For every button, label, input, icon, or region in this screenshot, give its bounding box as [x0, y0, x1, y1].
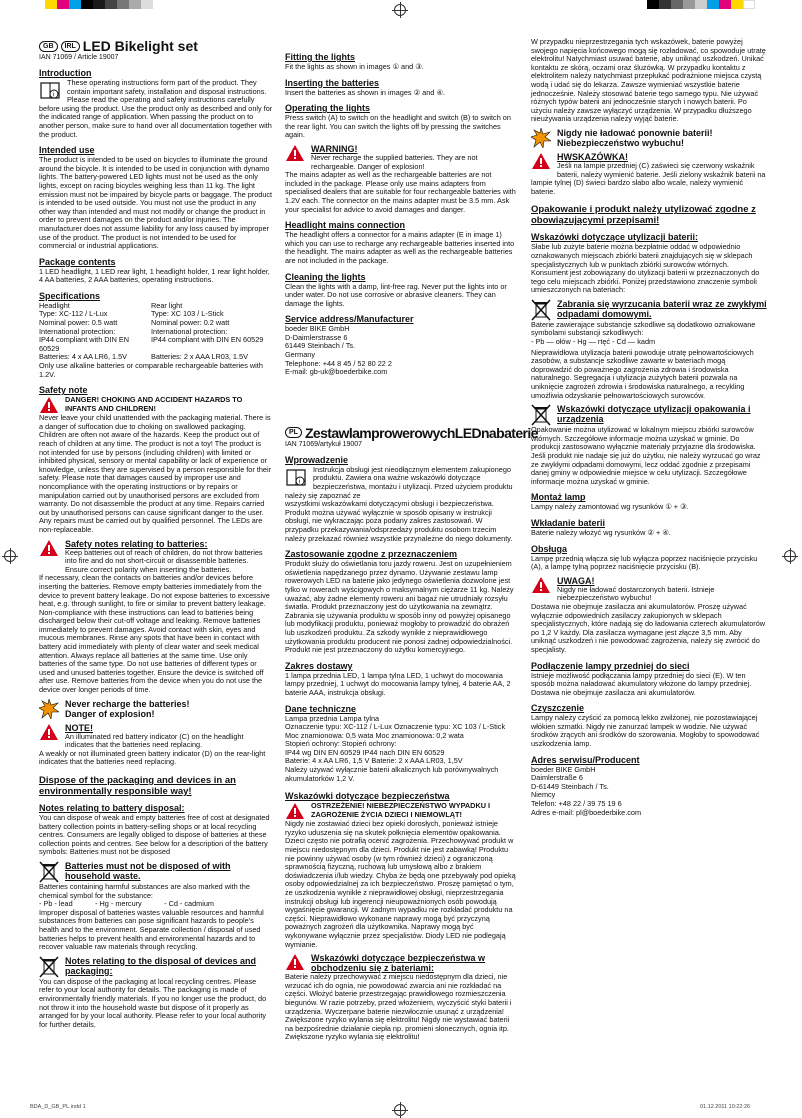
badge-pl: PL — [285, 427, 302, 438]
spec-cell: IP44 compliant with DIN EN 60529 — [39, 335, 130, 353]
column-english-1 — [39, 38, 273, 1029]
en-warning-heading: WARNING! — [311, 143, 358, 154]
pl-intro-heading: Wprowadzenie — [285, 454, 349, 465]
registration-mark-left — [4, 550, 16, 562]
tech-row: Należy używać wyłącznie baterii alkalicznych lub porównywalnych akumulatorków 1,2 V. — [285, 765, 499, 783]
en-operating-text: Press switch (A) to switch on the headlight and switch (B) to switch on the rear light. You can switch the lights off by pressing the switches again. — [285, 113, 511, 140]
spec-cell: International protection: — [151, 326, 228, 336]
pl-intro-lead: Instrukcja obsługi jest nieodłącznym elementem zakupionego produktu. Zawiera ona ważne wskazówki dotyczące bezpieczeństwa, montażu i utylizacji. Przed użyciem produktu należy się zapoznać ze — [285, 464, 513, 500]
tech-row: Baterie: 4 x AA LR6, 1,5 V Baterie: 2 x AAA LR03, 1,5V — [285, 756, 463, 766]
address-line: boeder BIKE GmbH — [531, 764, 596, 774]
warning-triangle-icon — [285, 144, 305, 162]
address-line: Telephone: +44 8 45 / 52 80 22 2 — [285, 358, 392, 368]
warning-triangle-icon — [285, 802, 305, 820]
spec-cell: Batteries: 2 x AAA LR03, 1.5V — [151, 352, 248, 362]
en-title-row — [39, 38, 273, 54]
pl-tech-heading: Dane techniczne — [285, 703, 357, 714]
pl-kit-text: 1 lampa przednia LED, 1 lampa tylna LED, 1 uchwyt do mocowania lampy przedniej, 1 uchwyt do mocowania lampy tylnej, 4 baterie AA, 2 baterie AAA, instrukcja obsługi. — [285, 670, 511, 697]
book-info-icon — [39, 80, 61, 102]
en-spec-table — [39, 302, 273, 362]
pl-never-recharge: Nigdy nie ładować ponownie baterii! — [557, 127, 713, 138]
en-cleaning-text: Clean the lights with a damp, lint-free rag. Never put the lights into or under water. Do not use corrosive or abrasive cleaners. They can damage the lights. — [285, 281, 507, 308]
pl-hint-lead: Jeśli na lampie przedniej (C) zaświeci się czerwony wskaźnik baterii, należy wymienić baterie. Jeśli zielony wskaźnik baterii na — [557, 160, 766, 179]
chem-item: - Cd - cadmium — [164, 899, 214, 909]
en-package-heading: Package contents — [39, 256, 116, 267]
color-bar-left — [45, 0, 153, 9]
en-intended-heading: Intended use — [39, 145, 95, 156]
address-line: 61449 Steinbach / Ts. — [285, 341, 356, 351]
address-line: Telefon: +48 22 / 39 75 19 6 — [531, 799, 622, 809]
en-warning-lead: Never recharge the supplied batteries. They are not rechargeable. Danger of explosion! — [311, 152, 478, 171]
pl-insert-heading: Wkładanie baterii — [531, 517, 606, 528]
pl-safety-text: Nigdy nie zostawiać dzieci bez opieki dorosłych, ponieważ istnieje ryzyko uduszenia się na skutek połknięcia elementów opakowania. Dzieci często nie potrafią ocenić zagrożenia. Przechowywać produkt w miejscu niedostępnym dla dzieci. Produkt nie jest zabawką! Produktu nie powinny używać osoby (w tym również dzieci) z ograniczoną sprawnością fizyczną, ruchową lub umysłową albo z brakiem doświadczenia i/lub wiedzy. Chyba że będą one przebywały pod opieką osoby odpowiedzialnej za ich bezpieczeństwo. Proszę pamiętać o tym, że uszkodzenia wynikłe z nieprawidłowej obsługi, nieprzestrzegania instrukcji obsługi lub ingerencji nieupoważnionych osób powodują wygaśnięcie gwarancji. W żadnym wypadku nie rozkładać produktu na części. Nieprawidłowo wykonane naprawy mogą być przyczyną poważnych zagrożeń dla użytkownika. Naprawy mogą być wykonywane wyłącznie przez specjalistów. Diody LED nie podlegają wymianie. — [285, 819, 516, 949]
address-line: E-mail: gb-uk@boederbike.com — [285, 367, 388, 377]
spec-cell: Nominal power: 0.5 watt — [39, 318, 118, 328]
column-polish — [531, 38, 767, 817]
pl-improper-text: Nieprawidłowa utylizacja baterii powoduje utratę pełnowartościowych zasobów, a substancje szkodliwe zawarte w bateriach mogą doprowadzić do poważnego zagrożenia zdrowia i środowiska naturalnego. Segregacja i utylizacja zużytych baterii pozwala na uniknięcie zagrożeń zdrowia i środowiska naturalnego, a recykling umożliwia odzyskanie pełnowartościowych surowców. — [531, 347, 754, 400]
pl-harmful-text: Baterie zawierające substancje szkodliwe są dodatkowo oznakowane symbolami substancji szkodliwych: — [531, 319, 756, 338]
badge-gb: GB — [39, 41, 58, 52]
en-warning-text: The mains adapter as well as the rechargeable batteries are not included in the package. Please only use mains adapters from specialised dealers that are suitable for four rechargeable batteries with 1.2V each. The connector on the mains adapter must be 3.5 mm. Ask your specialist for advice to avoid damages and danger. — [285, 170, 516, 214]
en-spec-heading: Specifications — [39, 290, 101, 301]
book-info-icon — [285, 467, 307, 489]
pl-battery-disposal-heading: Wskazówki dotyczące utylizacji baterii: — [531, 232, 699, 243]
address-line: Germany — [285, 350, 316, 360]
en-service-address — [285, 325, 517, 377]
tech-row: Stopień ochrony: Stopień ochrony: — [285, 739, 397, 749]
pl-safety-heading: Wskazówki dotyczące bezpieczeństwa — [285, 791, 450, 802]
tech-row: Oznaczenie typu: XC-112 / L-Lux Oznaczenie typu: XC 103 / L-Stick — [285, 722, 506, 732]
address-line: Niemcy — [531, 790, 556, 800]
en-note-heading: NOTE! — [65, 722, 93, 733]
explosion-icon — [39, 699, 59, 719]
pl-danger-explosion: Niebezpieczeństwo wybuchu! — [557, 137, 685, 148]
pl-hint-heading: HWSKAZÓWKA! — [557, 151, 628, 162]
en-cleaning-heading: Cleaning the lights — [285, 271, 366, 282]
warning-triangle-icon — [39, 723, 59, 741]
spec-cell: Batteries: 4 x AA LR6, 1.5V — [39, 352, 128, 362]
en-battery-disposal-text: You can dispose of weak and empty batteries free of cost at designated battery collection points in battery-selling shops or at local recycling centres. Consumers are legally obliged to dispose of batteries at these collection points and centres. See below for a description of the battery symbols: Batteries must not be disposed — [39, 813, 270, 857]
en-title: LED Bikelight set — [82, 38, 198, 54]
color-bar-right — [647, 0, 755, 9]
pl-mount-text: Lampy należy zamontować wg rysunków ① + ③. — [531, 502, 689, 512]
pl-device-disposal-heading: Wskazówki dotyczące utylizacji opakowania i urządzenia — [557, 404, 751, 425]
pl-battery-safety-text: Baterie należy przechowywać z miejscu niedostępnym dla dzieci, nie wrzucać ich do ognia, nie powodować zwarcia ani nie rozkładać na części. Włożyć baterie przestrzegając prawidłowego rozmieszczenia biegunów. W razie potrzeby, przed włożeniem, wyczyścić styki baterii i urządzenia. Wyczerpane baterie niezwłocznie usunąć z urządzenia! Zwiększone ryzyko wylania się elektrolitu! Nigdy nie wystawiać baterii na bezpośrednie działanie ciepła np. promieni słonecznych, ognia itp. Zwiększone ryzyko wylania się elektrolitu! — [285, 972, 512, 1042]
chem-item: - Pb - lead — [39, 899, 73, 909]
pl-operating-text: Lampę przednią włącza się lub wyłącza poprzez naciśnięcie przycisku (A), a lampę tylną poprzez naciśnięcie przycisku (B). — [531, 553, 758, 572]
tech-row: IP44 wg DIN EN 60529 IP44 nach DIN EN 60529 — [285, 747, 445, 757]
registration-mark-bottom — [394, 1104, 406, 1116]
en-never-recharge: Never recharge the batteries! — [65, 698, 190, 709]
pl-title: ZestawlamprowerowychLEDnabaterie — [304, 424, 538, 441]
en-battery-safety-heading: Safety notes relating to batteries: — [65, 538, 208, 549]
pl-tech-table — [285, 715, 517, 784]
registration-mark-top — [394, 4, 406, 16]
warning-triangle-icon — [39, 539, 59, 557]
en-safety-heading: Safety note — [39, 385, 88, 396]
pl-device-disposal-text: Opakowanie można utylizować w lokalnym miejscu zbiórki surowców wtórnych. Szczegółowe informacje można uzyskać w gminie. Do produkcji zastosowano wyłącznie materiały przyjazne dla środowiska. Jeśli produkt nie nadaje się już do użytku, nie należy wyrzucać go wraz ze zwykłymi odpadami domowymi, lecz oddać zgodnie z przepisami danej gminy w odpowiednie miejsce w celu utylizacji. Szczegółowe informacje można uzyskać w gminie. — [531, 425, 761, 486]
pl-caution-heading: UWAGA! — [557, 575, 595, 586]
en-intro-text: These operating instructions form part of the product. They contain important safety, installation and disposal instructions. Please read the operating and safety instructions carefully before using the product. Use the product only as described and only for the indicated range of application. When passing the product on to another person, make sure to hand over all documentation together with the product. — [39, 78, 273, 139]
pl-service-address — [531, 766, 767, 818]
pl-cleaning-heading: Czyszczenie — [531, 703, 585, 714]
warning-triangle-icon — [39, 396, 59, 414]
tech-row: Lampa przednia Lampa tylna — [285, 713, 380, 723]
pl-insert-text: Baterie należy włożyć wg rysunków ② + ④. — [531, 527, 671, 537]
explosion-icon — [531, 128, 551, 148]
warning-triangle-icon — [531, 152, 551, 170]
tech-row: Moc znamionowa: 0,5 wata Moc znamionowa: 0,2 wata — [285, 730, 464, 740]
en-device-disposal-heading: Notes relating to the disposal of devices and packaging: — [65, 955, 257, 976]
address-line: D-61449 Steinbach / Ts. — [531, 781, 609, 791]
spec-cell: Type: XC 103 / L-Stick — [151, 309, 224, 319]
pl-service-heading: Adres serwisu/Producent — [531, 754, 640, 765]
registration-mark-right — [784, 550, 796, 562]
en-mains-heading: Headlight mains connection — [285, 220, 406, 231]
address-line: Daimlerstraße 6 — [531, 773, 583, 783]
pl-caution-lead: Nigdy nie ładować dostarczonych baterii. Istnieje niebezpieczeństwo wybuchu! — [557, 584, 715, 603]
pl-battery-disposal-text: Słabe lub zużyte baterie można bezpłatnie oddać w odpowiednio oznakowanych miejscach zbiórki baterii znajdujących się w sklepach specjalistycznych lub w punktach zbiórki surowców wtórnych. Konsument jest zobowiązany do utylizacji baterii w przeznaczonych do tego celu miejscach zbiórki. Poniżej przedstawiono znaczenie symboli umieszczonych na bateriach: — [531, 242, 760, 295]
pl-hint-text: lampie tylnej (D) świeci bardzo słabo albo wcale, należy wymienić baterie. — [531, 178, 744, 196]
en-battery-safety-lead: Keep batteries out of reach of children, do not throw batteries into fire and do not short-circuit or disassemble batteries. Ensure correct polarity when inserting the batteries. — [65, 547, 263, 574]
pl-cleaning-text: Lampy należy czyścić za pomocą lekko zwilżonej, nie pozostawiającej włókien szmatki. Nigdy nie zanurzać lampek w wodzie. Nie używać środków żrących ani środków do szorowania. Mogłoby to spowodować uszkodzenia lamp. — [531, 713, 760, 749]
en-battery-safety-text: If necessary, clean the contacts on batteries and/or devices before inserting the batteries. Remove empty batteries immediately from the device to prevent battery leakage. Do not expose batteries to excessive heat, e.g. through sunlight, to fire or similar to prevent battery leakage. Non-compliance with these instructions can lead to batteries being discharged below their cut-off voltage and leaking. Remove batteries immediately to prevent damages. Avoid contact with skin, eyes and mucous membranes. Rinse any spots that have been in contact with battery acid immediately with plenty of clear water and seek medical attention. Always replace all batteries at the same time. Use only batteries of the same type. Do not use batteries of different types or used and unused batteries together. Ensure the device is switched off after use. Remove batteries from the device when you do not use the device over longer periods of time. — [39, 573, 270, 695]
en-service-heading: Service address/Manufacturer — [285, 314, 414, 325]
en-fit-text: Fit the lights as shown in images ① and ③. — [285, 62, 424, 71]
crossed-bin-icon — [531, 404, 551, 426]
spec-cell: Type: XC-112 / L-Lux — [39, 309, 108, 319]
footer-timestamp: 01.12.2011 10:22:26 — [700, 1104, 751, 1110]
pl-battery-safety-heading: Wskazówki dotyczące bezpieczeństwa w obchodzeniu się z bateriami: — [311, 953, 486, 974]
en-household-heading: Batteries must not be disposed of with household waste. — [65, 860, 231, 881]
chem-item: - Hg - mercury — [95, 899, 142, 909]
en-fit-heading: Fitting the lights — [285, 52, 355, 62]
pl-usage-text: Produkt służy do oświetlania toru jazdy roweru. Jest on uzupełnieniem oświetlenia napędzanego przez dynamo. Używanie zestawu lamp rowerowych LED na baterie jako jedynego oświetlenia dozwolone jest tylko w rowerach wyścigowych o maksymalnym ciężarze 11 kg. Należy uważać, aby żadne elementy roweru ani bagaż nie utrudniały rozsyłu światła. Produkt przeznaczony jest do użytkowania na zewnątrz. Zabrania się używania produktu w sposób inny od powyżej opisanego lub modyfikacji produktu, ponieważ mogłoby to prowadzić do obrażeń lub uszkodzeń produktu. Za szkody wynikłe z nieprawidłowego użytkowania produktu producent nie ponosi żadnej odpowiedzialności. Produkt nie jest przeznaczony do użytku komercyjnego. — [285, 559, 514, 655]
pl-intro-text: wszystkimi wskazówkami dotyczącymi obsługi i bezpieczeństwa. Produkt można używać wyłącznie w sposób opisany w instrukcji obsługi, nie wykraczając poza podany zakres zastosowań. W przypadku przekazywania/odsprzedaży produktu osobom trzecim należy przekazać również wszystkie przynależne do niego dokumenty. — [285, 499, 513, 543]
pl-dispose-heading: Opakowanie i produkt należy utylizować zgodne z obowiązującymi przepisami! — [531, 204, 756, 227]
en-note-lead: An illuminated red battery indicator (C) on the headlight indicates that the batteries need replacing. — [65, 731, 244, 750]
address-line: boeder BIKE GmbH — [285, 324, 350, 334]
spec-cell: Rear light — [151, 300, 183, 310]
en-harmful-text: Batteries containing harmful substances are also marked with the chemical symbol for the substance: — [39, 881, 250, 900]
en-danger-explosion: Danger of explosion! — [65, 708, 155, 719]
en-improper-text: Improper disposal of batteries wastes valuable resources and harmful substances from batteries can pose significant hazards to people's health and to the environment. Separate collection / disposal of used batteries helps to prevent health and environmental hazards and to recover valuable raw materials through recycling. — [39, 907, 264, 952]
en-dispose-heading: Dispose of the packaging and devices in an environmentally responsible way! — [39, 775, 236, 797]
crossed-bin-icon — [39, 956, 59, 978]
crossed-bin-icon — [39, 861, 59, 883]
column-english-2 — [285, 38, 538, 1042]
pl-ban-heading: Zabrania się wyrzucania baterii wraz ze zwykłymi odpadami domowymi. — [557, 298, 767, 319]
en-intro-heading: Introduction — [39, 68, 92, 78]
en-battery-disposal-heading: Notes relating to battery disposal: — [39, 803, 185, 813]
pl-mains-text: Istnieje możliwość podłączania lampy przedniej do sieci (E). W ten sposób można naładować akumulatory włożone do lampy przedniej. Dostawa nie obejmuje zasilacza ani akumulatorów. — [531, 670, 752, 697]
pl-mains-heading: Podłączenie lampy przedniej do sieci — [531, 660, 690, 671]
pl-caution-text: Dostawa nie obejmuje zasilacza ani akumulatorów. Proszę używać wyłącznie odpowiednich zasilaczy zakupionych w sklepach specjalistycznych, które nadają się do ładowania czterech akumulatorów po 1,2 V każdy. Dla zasilacza wymagane jest złącze 3,5 mm. Aby uniknąć uszkodzeń i nie powodować zagrożenia, należy się zwrócić do specjalisty. — [531, 601, 766, 654]
pl-chem-list: - Pb — ołów - Hg — rtęć - Cd — kadm — [531, 337, 656, 347]
svg-text:i: i — [298, 478, 301, 486]
en-insert-text: Insert the batteries as shown in images ② and ④. — [285, 87, 445, 97]
en-package-text: 1 LED headlight, 1 LED rear light, 1 headlight holder, 1 rear light holder, 4 AA batteries, 2 AAA batteries, operating instructions. — [39, 266, 270, 285]
en-insert-heading: Inserting the batteries — [285, 77, 380, 88]
en-intended-text: The product is intended to be used on bicycles to illuminate the ground around the bicycle. It is intended to be used in conjunction with dynamo lights. The battery-powered LED lights must not be used as the only lights, except on racing bicycles weighing less than 11 kg. The light emission must not be impaired by bicycle parts or baggage. The product is intended to be used outside. You must not use the product in any other way than intended and must not modify or change the product in order to prevent damages on the product and/or injuries. The manufacturer does not assume liability for any loss caused by improper use of the product. The product is not intended to be used for commercial or industrial applications. — [39, 155, 273, 251]
en-safety-warning: DANGER! CHOKING AND ACCIDENT HAZARDS TO INFANTS AND CHILDREN! — [65, 395, 243, 413]
pl-safety-warning: OSTRZEŻENIE! NIEBEZPIECZEŃSTWO WYPADKU I ZAGROŻENIE ŻYCIA DZIECI I NIEMOWLĄT! — [311, 801, 491, 819]
pl-usage-heading: Zastosowanie zgodne z przeznaczeniem — [285, 549, 458, 560]
en-mains-text: The headlight offers a connector for a mains adapter (E in image 1) which you can use to recharge any rechargeable batteries inserted into the headlight. The mains adapter as well as the rechargeable batteries are not included in the package. — [285, 230, 515, 265]
spec-cell: Nominal power: 0.2 watt — [151, 318, 230, 328]
spec-cell: IP44 compliant with DIN EN 60529 — [151, 335, 264, 345]
pl-ian: IAN 71069/artykuł 19007 — [285, 440, 363, 448]
svg-text:i: i — [52, 91, 55, 99]
en-ian: IAN 71069 / Article 19007 — [39, 54, 119, 61]
en-safety-text: Never leave your child unattended with the packaging material. There is a danger of suffocation due to choking on swallowed packaging. Children are often not aware of the hazards. Keep the product out of reach of children at any time. The product is not a toy! The product is not intended for use by persons (including children) with limited or inhibited physical, sensory or mental capability or lack of experience or knowledge, unless they are supervised by a person responsible for their safety. Please note that damages caused by improper use and noncompliance with the operating instructions or by repairs or manipulation carried out by unauthorised persons are excluded from warranty. Do not disassemble the product at any time. Repairs carried out by unauthorised persons can cause significant danger to the user. Any repairs must be carried out by qualified personnel. The LEDs are non-replaceable. — [39, 413, 272, 534]
en-operating-heading: Operating the lights — [285, 103, 371, 114]
pl-continued-text: W przypadku nieprzestrzegania tych wskazówek, baterie powyżej swojego napięcia końcowego mogą się rozładować, co spowoduje utratę elektrolitu! Natychmiast usuwać baterie, aby uniknąć uszkodzeń. Unikać kontaktu ze skórą, oczami oraz śluzówką. W przypadku kontaktu z elektrolitem należy natychmiast przepłukać podrażnione miejsca czystą wodą i udać się do lekarza. Zawsze wymieniać wszystkie baterie jednocześnie. Należy stosować baterie tego samego typu. Nie używać różnych typów baterii ani jednocześnie starych i nowych baterii. Po użyciu należy zawsze wyłączyć urządzenia. W przypadku dłuższego nieużywania urządzenia należy wyjąć baterie. — [531, 37, 766, 124]
spec-cell: International protection: — [39, 326, 116, 336]
badge-irl: IRL — [61, 41, 80, 52]
en-note-text: A weakly or not illuminated green battery indicator (D) on the rear-light indicates that the batteries need replacing. — [39, 748, 266, 767]
en-spec-note: Only use alkaline batteries or comparable rechargeable batteries with 1.2V. — [39, 361, 263, 379]
address-line: Adres e-mail: pl@boederbike.com — [531, 807, 642, 817]
pl-kit-heading: Zakres dostawy — [285, 660, 353, 671]
pl-title-row — [285, 424, 538, 441]
footer-filename: BDA_D_GB_PL.indd 1 — [30, 1104, 86, 1110]
warning-triangle-icon — [531, 576, 551, 594]
spec-cell: Headlight — [39, 300, 70, 310]
en-device-disposal-text: You can dispose of the packaging at local recycling centres. Please refer to your local authority for details. The packaging is made of environmentally friendly materials. If you no longer use the product, do not throw it into the household waste but dispose of it properly as arranged for by your local authority. Please refer to your local authority for further details. — [39, 976, 267, 1029]
pl-mount-heading: Montaż lamp — [531, 492, 586, 503]
address-line: D-Daimlerstrasse 6 — [285, 332, 348, 342]
pl-operating-heading: Obsługa — [531, 543, 568, 554]
crossed-bin-icon — [531, 299, 551, 321]
warning-triangle-icon — [285, 953, 305, 971]
